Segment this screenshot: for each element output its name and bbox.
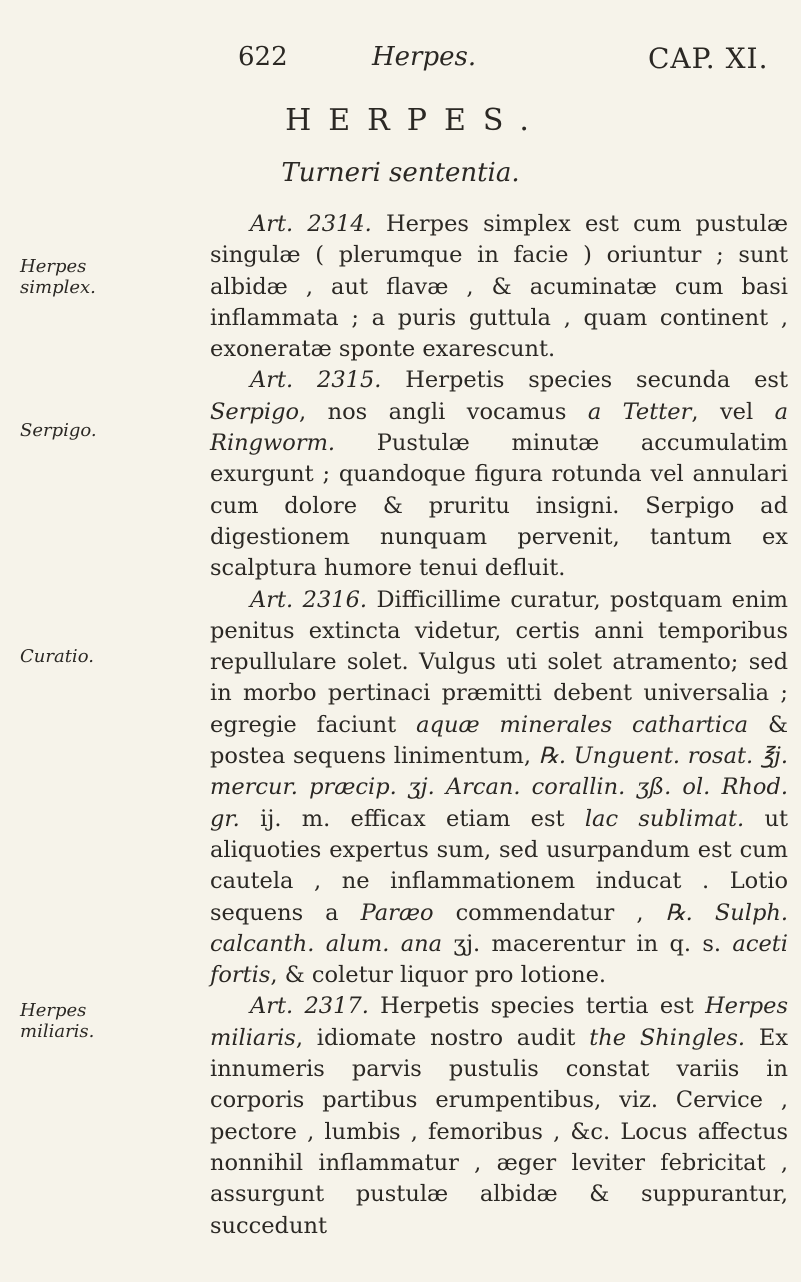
section-subtitle: Turneri sententia. — [281, 158, 520, 188]
page-number: 622 — [238, 42, 288, 72]
term: aquæ minerales cathartica — [416, 711, 749, 738]
paragraph-text: Pustulæ minutæ accumulatim exurgunt ; quandoque figura rotunda vel annulari cum dolore & pruritu insigni. Serpigo ad digestionem nunquam pervenit, tantum ex scalptura humore tenui defluit. — [210, 430, 789, 582]
article-number: Art. 2317. — [250, 993, 369, 1020]
article-number: Art. 2314. — [250, 211, 372, 237]
paragraph-text: Difficillime curatur, postquam enim penitus extincta videtur, certis anni temporibus repullulare solet. Vulgus uti solet atramento; sed in morbo pertinaci præmitti debent universalia ; egregie faciunt — [210, 586, 788, 738]
term: Paræo — [360, 899, 434, 926]
paragraph-text: , idiomate nostro audit — [295, 1024, 576, 1051]
section-title: HERPES. — [285, 103, 546, 138]
paragraph-text: , nos angli vocamus — [299, 398, 567, 425]
paragraph-text: Ex innumeris parvis pustulis constat variis in corporis partibus erumpentibus, viz. Cervice , pectore , lumbis , femoribus , &c. Locus affectus nonnihil inflammatur , æger leviter febricitat , assurgunt pustulæ albidæ & suppurantur, succedunt — [210, 1024, 789, 1239]
paragraph-2317 — [210, 991, 788, 1241]
article-number: Art. 2316. — [250, 586, 368, 613]
prescription: ℞. Unguent. rosat. ℥j. mercur. præcip. ʒj. Arcan. corallin. ʒß. ol. Rhod. gr. — [210, 743, 788, 832]
paragraph-text: ut aliquoties expertus sum, sed usurpandum est cum cautela , ne inflammationem inducat . Lotio sequens a — [210, 805, 788, 926]
paragraph-2316 — [210, 585, 788, 992]
paragraph-text: commendatur , — [455, 899, 644, 926]
paragraph-text: Herpetis species secunda est — [405, 367, 789, 394]
margin-note-curatio: Curatio. — [20, 646, 94, 667]
term: Herpes miliaris — [210, 993, 789, 1051]
running-head — [0, 42, 801, 92]
term: a Ringworm. — [210, 398, 789, 457]
term: the Shingles. — [589, 1024, 746, 1051]
running-title: Herpes. — [372, 42, 477, 72]
paragraph-text: & postea sequens linimentum, — [210, 711, 788, 770]
paragraph-text: ij. m. efficax etiam est — [260, 805, 565, 832]
paragraph-text: , vel — [691, 398, 754, 425]
paragraph-2314 — [210, 209, 788, 365]
paragraph-text: , & coletur liquor pro lotione. — [270, 962, 607, 989]
paragraph-text: Herpetis species tertia est — [380, 993, 694, 1020]
term: Serpigo — [210, 398, 300, 425]
paragraph-text: ʒj. macerentur in q. s. — [453, 930, 722, 957]
paragraph-text: Herpes simplex est cum pustulæ singulæ ( plerumque in facie ) oriuntur ; sunt albidæ , aut flavæ , & acuminatæ cum basi inflammata ; a puris guttula , quam continent , exoneratæ sponte exarescunt. — [210, 211, 788, 363]
body-text — [210, 209, 788, 1242]
prescription: ℞. Sulph. calcanth. alum. ana — [210, 899, 788, 957]
term: a Tetter — [587, 398, 692, 425]
margin-note-herpes-miliaris: Herpes miliaris. — [20, 1000, 95, 1042]
margin-note-serpigo: Serpigo. — [20, 420, 97, 441]
article-number: Art. 2315. — [250, 367, 382, 394]
chapter-label: CAP. XI. — [648, 42, 769, 75]
term: aceti fortis — [210, 930, 788, 989]
margin-note-herpes-simplex: Herpes simplex. — [20, 256, 96, 298]
term: lac sublimat. — [584, 805, 745, 832]
paragraph-2315 — [210, 365, 788, 584]
